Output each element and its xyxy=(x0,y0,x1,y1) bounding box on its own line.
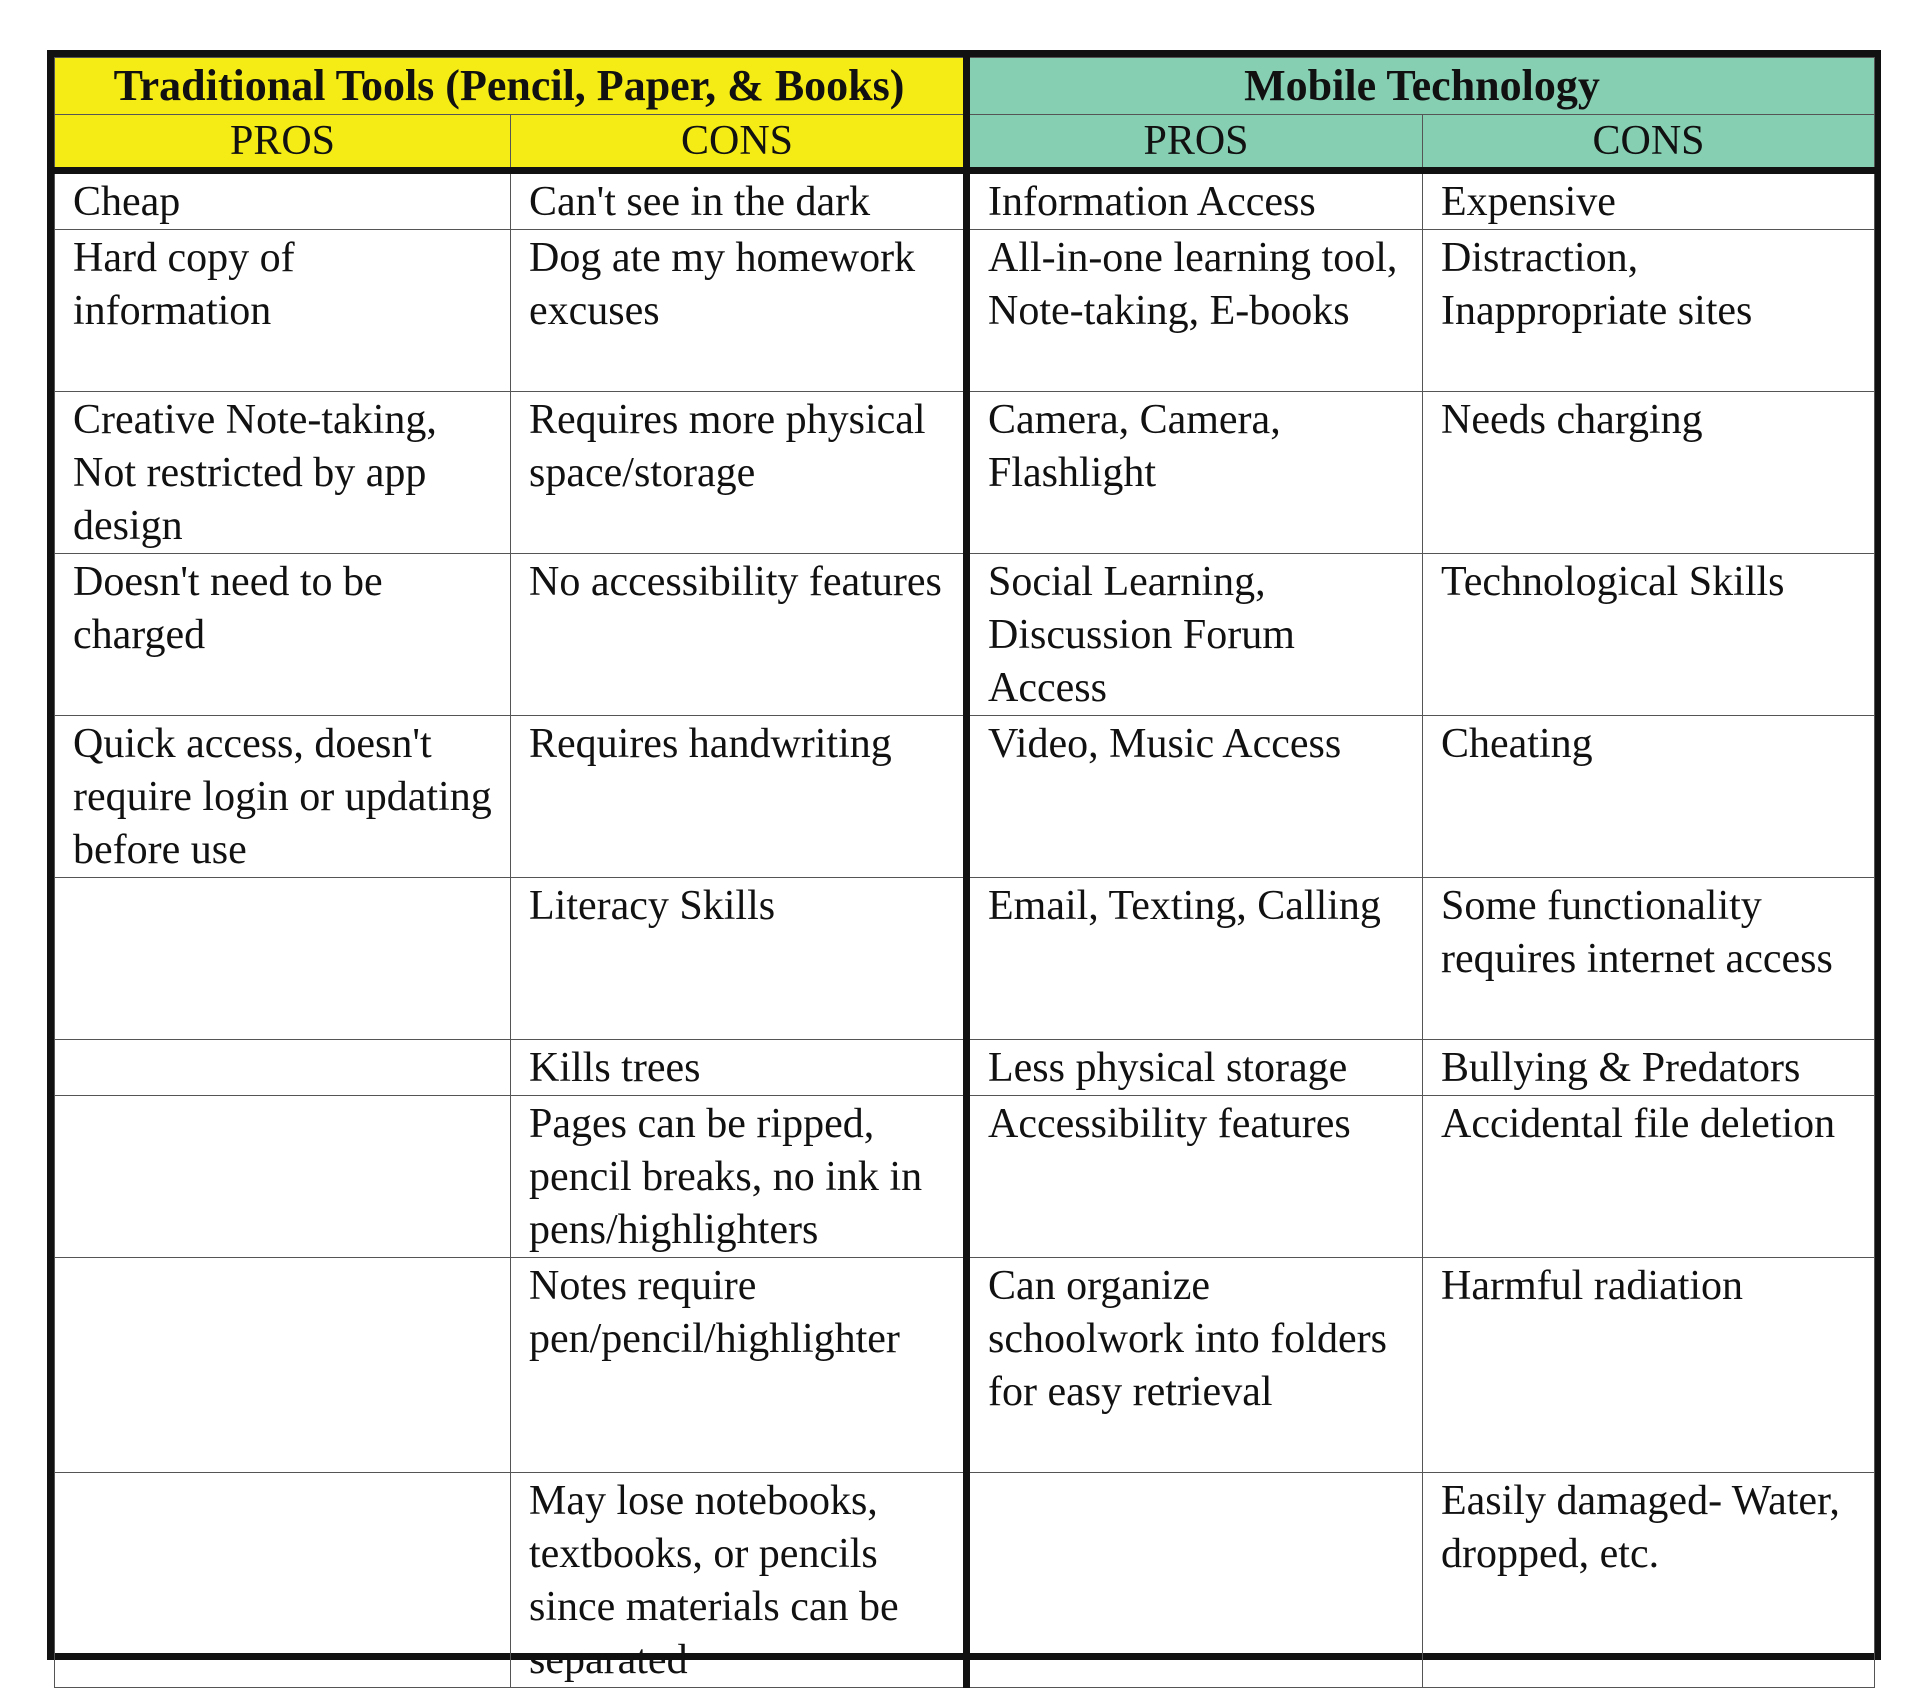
table-row xyxy=(55,554,1875,716)
cell-mobile-cons: Harmful radiation xyxy=(1423,1258,1875,1473)
cell-mobile-cons: Distraction, Inappropriate sites xyxy=(1423,230,1875,392)
cell-mobile-pros: Can organize schoolwork into folders for easy retrieval xyxy=(967,1258,1423,1473)
table-row xyxy=(55,1096,1875,1258)
cell-traditional-pros xyxy=(55,1040,511,1096)
cell-traditional-pros: Doesn't need to be charged xyxy=(55,554,511,716)
cell-mobile-pros: Accessibility features xyxy=(967,1096,1423,1258)
table-row xyxy=(55,1473,1875,1688)
cell-traditional-pros xyxy=(55,1096,511,1258)
subheader-traditional-cons: CONS xyxy=(511,115,967,171)
cell-traditional-cons: Kills trees xyxy=(511,1040,967,1096)
cell-mobile-pros: Camera, Camera, Flashlight xyxy=(967,392,1423,554)
cell-traditional-cons: No accessibility features xyxy=(511,554,967,716)
subheader-mobile-cons: CONS xyxy=(1423,115,1875,171)
table-row xyxy=(55,878,1875,1040)
cell-traditional-cons: Can't see in the dark xyxy=(511,171,967,230)
cell-traditional-cons: Pages can be ripped, pencil breaks, no ink in pens/highlighters xyxy=(511,1096,967,1258)
cell-mobile-pros xyxy=(967,1473,1423,1688)
cell-mobile-cons: Accidental file deletion xyxy=(1423,1096,1875,1258)
table-row xyxy=(55,1258,1875,1473)
cell-mobile-pros: Less physical storage xyxy=(967,1040,1423,1096)
header-traditional-tools: Traditional Tools (Pencil, Paper, & Books) xyxy=(55,58,967,115)
table-row xyxy=(55,392,1875,554)
cell-traditional-pros xyxy=(55,1473,511,1688)
cell-mobile-pros: Social Learning, Discussion Forum Access xyxy=(967,554,1423,716)
cell-mobile-cons: Cheating xyxy=(1423,716,1875,878)
cell-mobile-cons: Bullying & Predators xyxy=(1423,1040,1875,1096)
cell-mobile-pros: Email, Texting, Calling xyxy=(967,878,1423,1040)
cell-traditional-pros: Creative Note-taking, Not restricted by app design xyxy=(55,392,511,554)
cell-traditional-cons: Notes require pen/pencil/highlighter xyxy=(511,1258,967,1473)
cell-traditional-pros: Hard copy of information xyxy=(55,230,511,392)
cell-traditional-pros xyxy=(55,1258,511,1473)
cell-traditional-cons: Dog ate my homework excuses xyxy=(511,230,967,392)
cell-traditional-cons: May lose notebooks, textbooks, or pencils since materials can be separated xyxy=(511,1473,967,1688)
comparison-table xyxy=(54,57,1875,1688)
cell-mobile-pros: All-in-one learning tool, Note-taking, E-books xyxy=(967,230,1423,392)
cell-mobile-cons: Expensive xyxy=(1423,171,1875,230)
cell-mobile-cons: Technological Skills xyxy=(1423,554,1875,716)
cell-traditional-cons: Literacy Skills xyxy=(511,878,967,1040)
cell-traditional-pros: Quick access, doesn't require login or updating before use xyxy=(55,716,511,878)
cell-traditional-pros: Cheap xyxy=(55,171,511,230)
table-row xyxy=(55,1040,1875,1096)
subheader-traditional-pros: PROS xyxy=(55,115,511,171)
cell-traditional-cons: Requires more physical space/storage xyxy=(511,392,967,554)
subheader-mobile-pros: PROS xyxy=(967,115,1423,171)
header-mobile-technology: Mobile Technology xyxy=(967,58,1875,115)
table-row xyxy=(55,716,1875,878)
cell-mobile-cons: Some functionality requires internet access xyxy=(1423,878,1875,1040)
cell-mobile-pros: Video, Music Access xyxy=(967,716,1423,878)
cell-traditional-cons: Requires handwriting xyxy=(511,716,967,878)
cell-mobile-pros: Information Access xyxy=(967,171,1423,230)
table-row xyxy=(55,171,1875,230)
table-row xyxy=(55,230,1875,392)
cell-traditional-pros xyxy=(55,878,511,1040)
cell-mobile-cons: Needs charging xyxy=(1423,392,1875,554)
comparison-table-frame xyxy=(47,50,1881,1683)
cell-mobile-cons: Easily damaged- Water, dropped, etc. xyxy=(1423,1473,1875,1688)
